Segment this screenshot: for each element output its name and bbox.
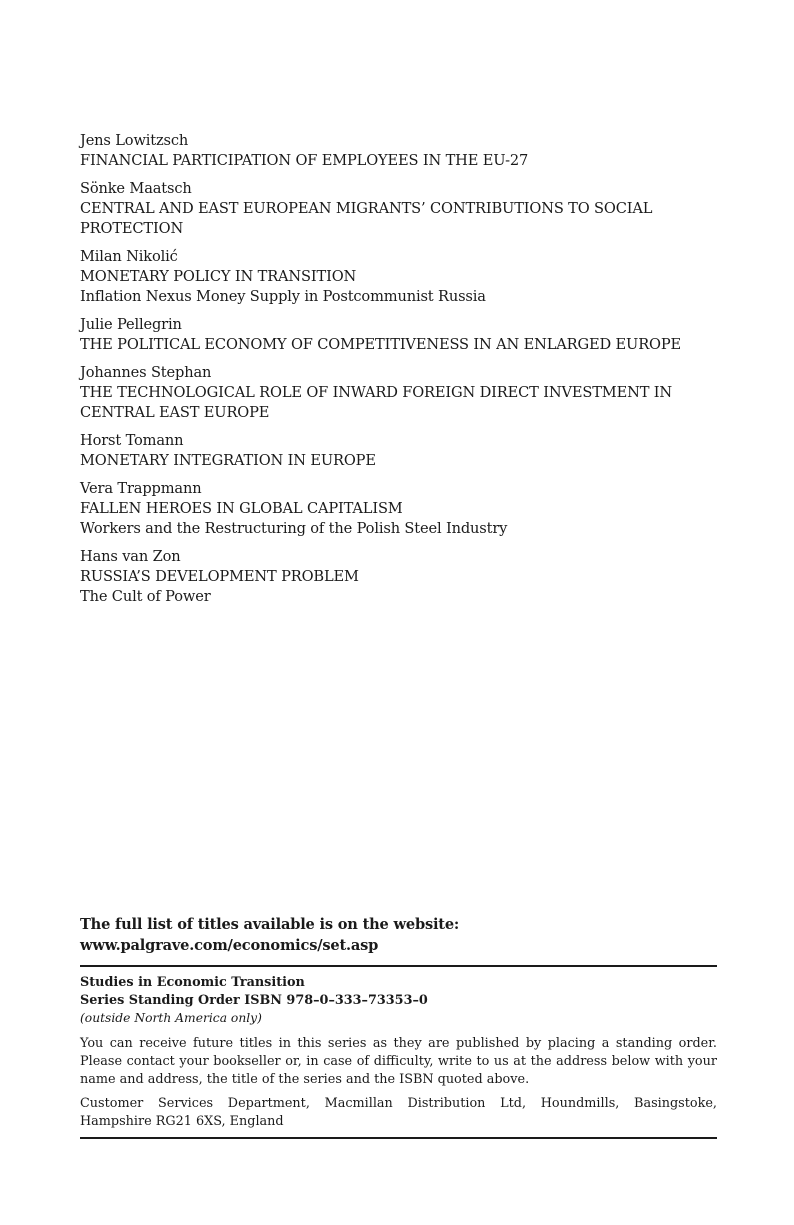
- book-title: RUSSIA’S DEVELOPMENT PROBLEM: [80, 568, 359, 585]
- author-name: Jens Lowitzsch: [80, 132, 189, 149]
- book-title: FALLEN HEROES IN GLOBAL CAPITALISM: [80, 500, 403, 517]
- series-footer: [80, 914, 717, 1139]
- book-subtitle: The Cult of Power: [80, 588, 211, 605]
- list-item: [80, 131, 717, 171]
- book-title: MONETARY POLICY IN TRANSITION: [80, 268, 357, 285]
- list-item: [80, 247, 717, 307]
- book-subtitle: Workers and the Restructuring of the Polish Steel Industry: [80, 520, 508, 537]
- standing-order-box: [80, 967, 717, 1131]
- book-title: FINANCIAL PARTICIPATION OF EMPLOYEES IN THE EU-27: [80, 152, 529, 169]
- series-region-note: (outside North America only): [80, 1011, 262, 1025]
- list-item: [80, 547, 717, 607]
- series-name: Studies in Economic Transition: [80, 975, 305, 990]
- author-name: Julie Pellegrin: [80, 316, 182, 333]
- bottom-divider: [80, 1137, 717, 1139]
- author-name: Vera Trappmann: [80, 480, 202, 497]
- list-item: [80, 363, 717, 423]
- author-name: Johannes Stephan: [80, 364, 212, 381]
- author-name: Horst Tomann: [80, 432, 184, 449]
- website-url: www.palgrave.com/economics/set.asp: [80, 937, 379, 954]
- book-title: THE TECHNOLOGICAL ROLE OF INWARD FOREIGN DIRECT INVESTMENT IN CENTRAL EAST EUROPE: [80, 384, 673, 421]
- list-item: [80, 479, 717, 539]
- series-isbn: Series Standing Order ISBN 978–0–333–73353–0: [80, 993, 428, 1008]
- list-item: [80, 315, 717, 355]
- book-title: MONETARY INTEGRATION IN EUROPE: [80, 452, 376, 469]
- website-note-line: The full list of titles available is on the website:: [80, 916, 460, 933]
- book-title: CENTRAL AND EAST EUROPEAN MIGRANTS’ CONTRIBUTIONS TO SOCIAL PROTECTION: [80, 200, 653, 237]
- standing-order-paragraph: You can receive future titles in this series as they are published by placing a standing order. Please contact your bookseller or, in case of difficulty, write to us at the address below with your name and address, the title of the series and the ISBN quoted above.: [80, 1036, 717, 1087]
- book-title: THE POLITICAL ECONOMY OF COMPETITIVENESS IN AN ENLARGED EUROPE: [80, 336, 682, 353]
- distributor-address: Customer Services Department, Macmillan Distribution Ltd, Houndmills, Basingstoke, Hampshire RG21 6XS, England: [80, 1096, 717, 1129]
- author-name: Milan Nikolić: [80, 248, 178, 265]
- list-item: [80, 431, 717, 471]
- book-subtitle: Inflation Nexus Money Supply in Postcommunist Russia: [80, 288, 486, 305]
- list-item: [80, 179, 717, 239]
- series-title-list: [80, 131, 717, 615]
- author-name: Hans van Zon: [80, 548, 181, 565]
- author-name: Sönke Maatsch: [80, 180, 192, 197]
